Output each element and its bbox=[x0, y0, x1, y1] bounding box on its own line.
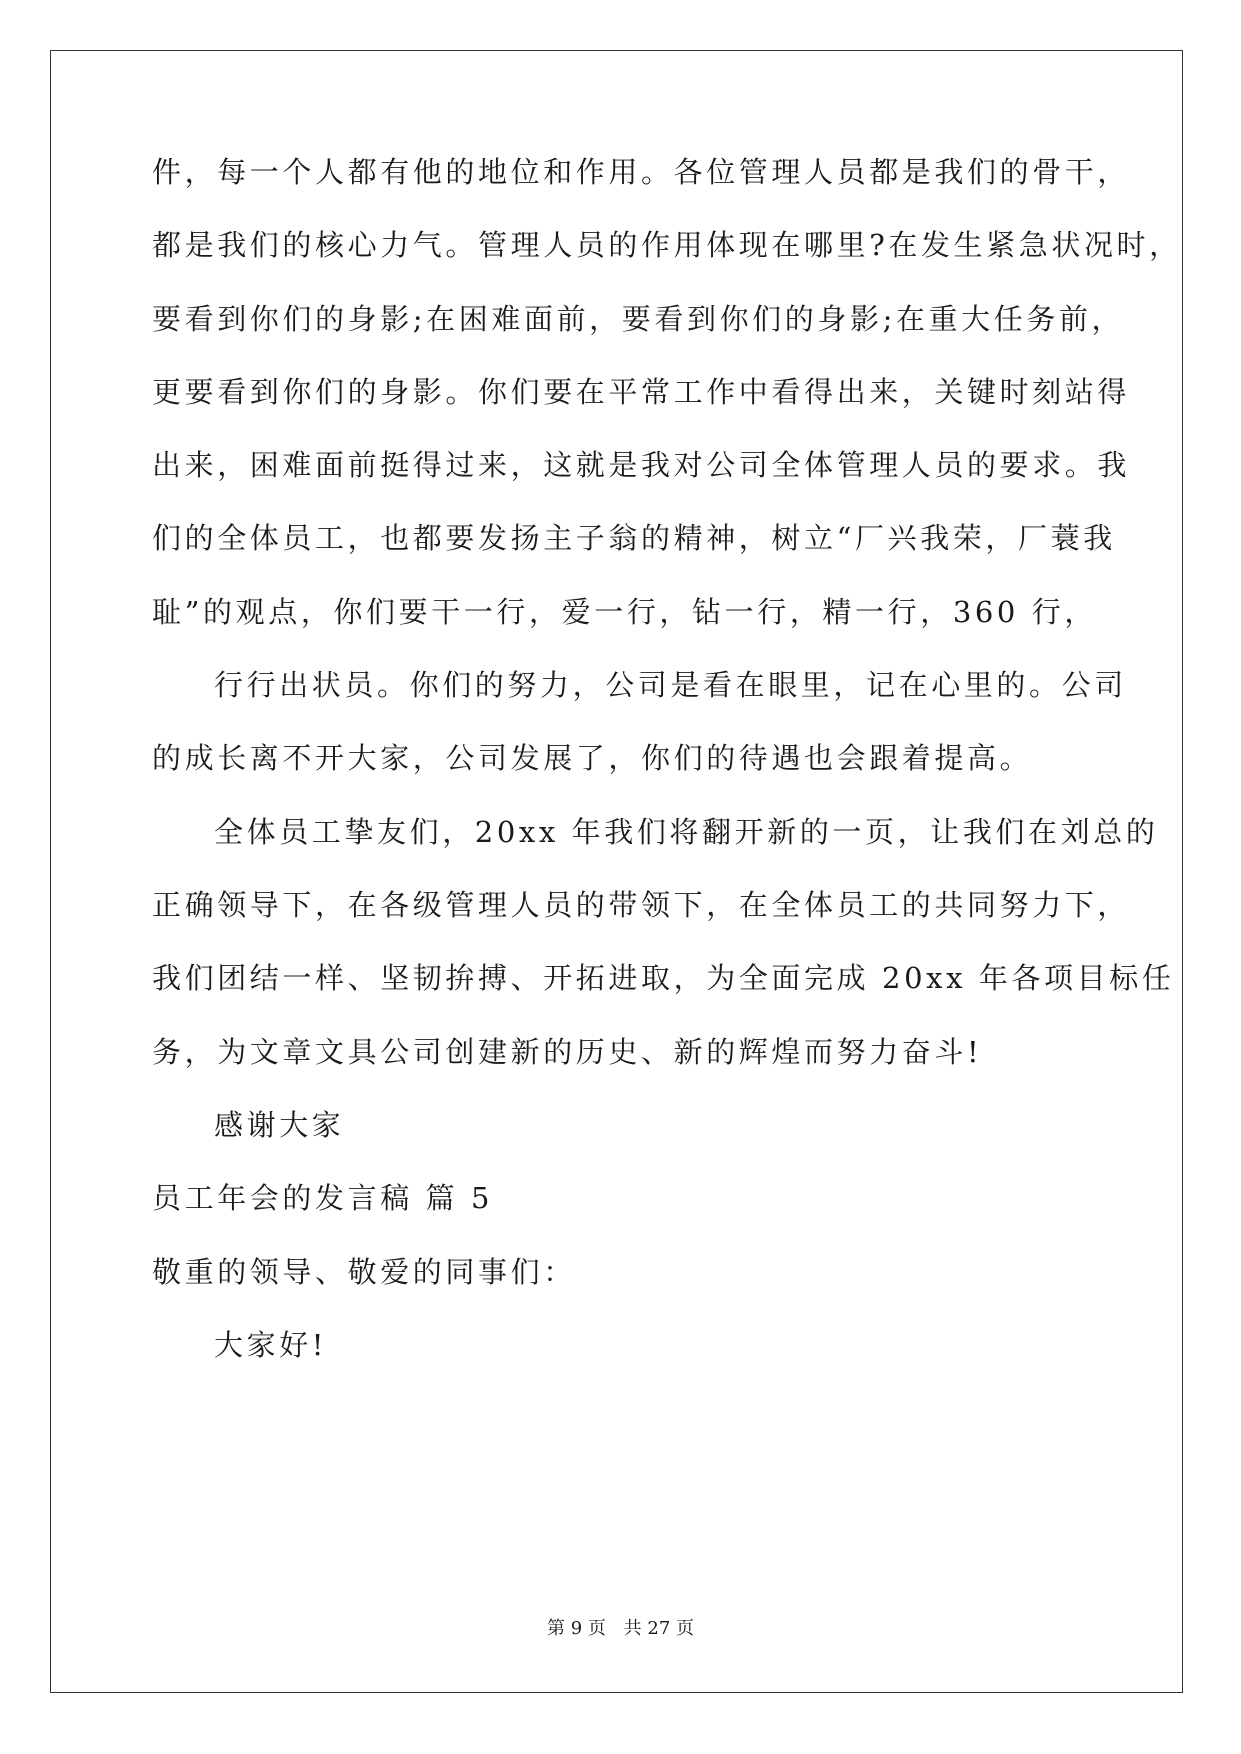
paragraph-line: 出来，困难面前挺得过来，这就是我对公司全体管理人员的要求。我 bbox=[152, 448, 1131, 482]
page-footer bbox=[0, 1617, 1241, 1641]
paragraph-line: 全体员工挚友们，20xx 年我们将翻开新的一页，让我们在刘总的 bbox=[214, 815, 1159, 849]
paragraph-line: 耻”的观点，你们要干一行，爱一行，钻一行，精一行，360 行， bbox=[152, 595, 1097, 629]
paragraph-line: 更要看到你们的身影。你们要在平常工作中看得出来，关键时刻站得 bbox=[152, 375, 1131, 409]
salutation: 敬重的领导、敬爱的同事们： bbox=[152, 1255, 576, 1289]
paragraph-line: 件，每一个人都有他的地位和作用。各位管理人员都是我们的骨干， bbox=[152, 155, 1131, 189]
page-border bbox=[50, 50, 1183, 1693]
paragraph-line: 的成长离不开大家，公司发展了，你们的待遇也会跟着提高。 bbox=[152, 741, 1033, 775]
page-total: 共 27 页 bbox=[623, 1618, 694, 1639]
section-heading: 员工年会的发言稿 篇 5 bbox=[152, 1181, 494, 1215]
paragraph-line: 都是我们的核心力气。管理人员的作用体现在哪里?在发生紧急状况时， bbox=[152, 228, 1182, 262]
paragraph-line: 正确领导下，在各级管理人员的带领下，在全体员工的共同努力下， bbox=[152, 888, 1131, 922]
paragraph-line: 务，为文章文具公司创建新的历史、新的辉煌而努力奋斗! bbox=[152, 1035, 983, 1069]
paragraph-line: 们的全体员工，也都要发扬主子翁的精神，树立“厂兴我荣，厂蓑我 bbox=[152, 521, 1116, 555]
paragraph-line: 行行出状员。你们的努力，公司是看在眼里，记在心里的。公司 bbox=[214, 668, 1127, 702]
greeting: 大家好! bbox=[214, 1328, 328, 1362]
page-number: 第 9 页 bbox=[547, 1618, 606, 1639]
closing-line: 感谢大家 bbox=[214, 1108, 345, 1142]
paragraph-line: 我们团结一样、坚韧拚搏、开拓进取，为全面完成 20xx 年各项目标任 bbox=[152, 961, 1175, 995]
paragraph-line: 要看到你们的身影;在困难面前，要看到你们的身影;在重大任务前， bbox=[152, 302, 1125, 336]
